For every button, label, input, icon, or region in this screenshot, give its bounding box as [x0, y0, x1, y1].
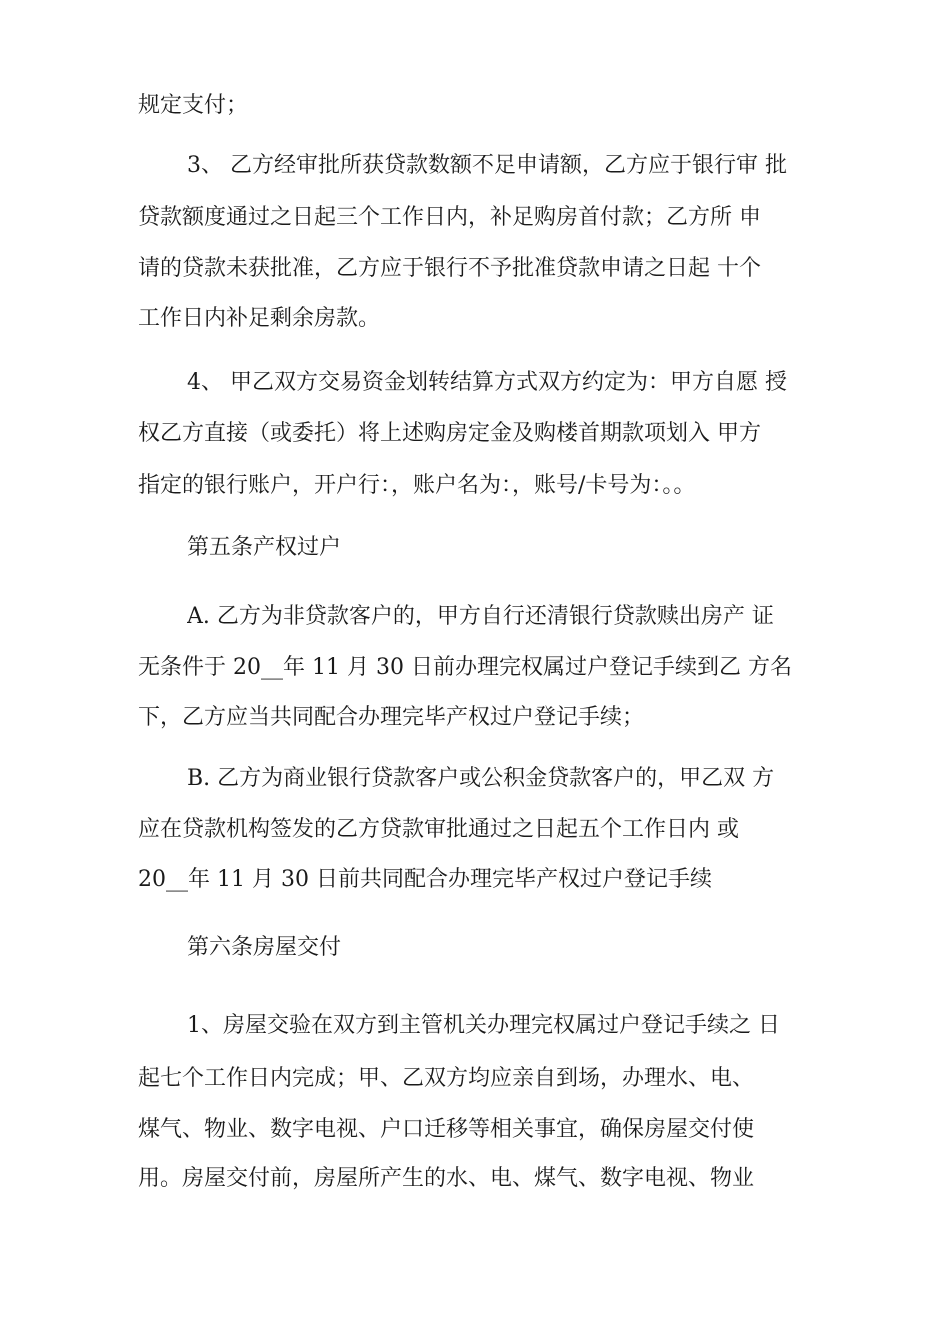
text-line: A. 乙方为非贷款客户的，甲方自行还清银行贷款赎出房产 证 — [187, 604, 774, 629]
text-line: 4、 甲乙双方交易资金划转结算方式双方约定为：甲方自愿 授 — [187, 370, 787, 395]
text-line: 3、 乙方经审批所获贷款数额不足申请额，乙方应于银行审 批 — [187, 153, 787, 178]
text-line: 下，乙方应当共同配合办理完毕产权过户登记手续； — [138, 705, 645, 730]
text-line: 无条件于 20__年 11 月 30 日前办理完权属过户登记手续到乙 方名 — [138, 655, 792, 680]
text-line: 指定的银行账户，开户行：，账户名为：，账号/卡号为：。。 — [138, 473, 696, 498]
text-line: 请的贷款未获批准，乙方应于银行不予批准贷款申请之日起 十个 — [138, 256, 761, 281]
text-line: 起七个工作日内完成；甲、乙双方均应亲自到场，办理水、电、 — [138, 1066, 755, 1091]
text-line: 20__年 11 月 30 日前共同配合办理完毕产权过户登记手续 — [138, 867, 712, 892]
section-heading: 第五条产权过户 — [187, 535, 342, 560]
text-line: 权乙方直接（或委托）将上述购房定金及购楼首期款项划入 甲方 — [138, 421, 761, 446]
text-line: 1、房屋交验在双方到主管机关办理完权属过户登记手续之 日 — [187, 1013, 780, 1038]
text-line: 工作日内补足剩余房款。 — [138, 306, 381, 331]
text-line: 煤气、物业、数字电视、户口迁移等相关事宜，确保房屋交付使 — [138, 1117, 755, 1142]
text-line: 规定支付； — [138, 93, 249, 118]
text-line: 贷款额度通过之日起三个工作日内，补足购房首付款；乙方所 申 — [138, 205, 761, 230]
text-line: 应在贷款机构签发的乙方贷款审批通过之日起五个工作日内 或 — [138, 817, 739, 842]
text-line: B. 乙方为商业银行贷款客户或公积金贷款客户的，甲乙双 方 — [187, 766, 775, 791]
text-line: 用。房屋交付前，房屋所产生的水、电、煤气、数字电视、物业 — [138, 1166, 755, 1191]
section-heading: 第六条房屋交付 — [187, 935, 342, 960]
